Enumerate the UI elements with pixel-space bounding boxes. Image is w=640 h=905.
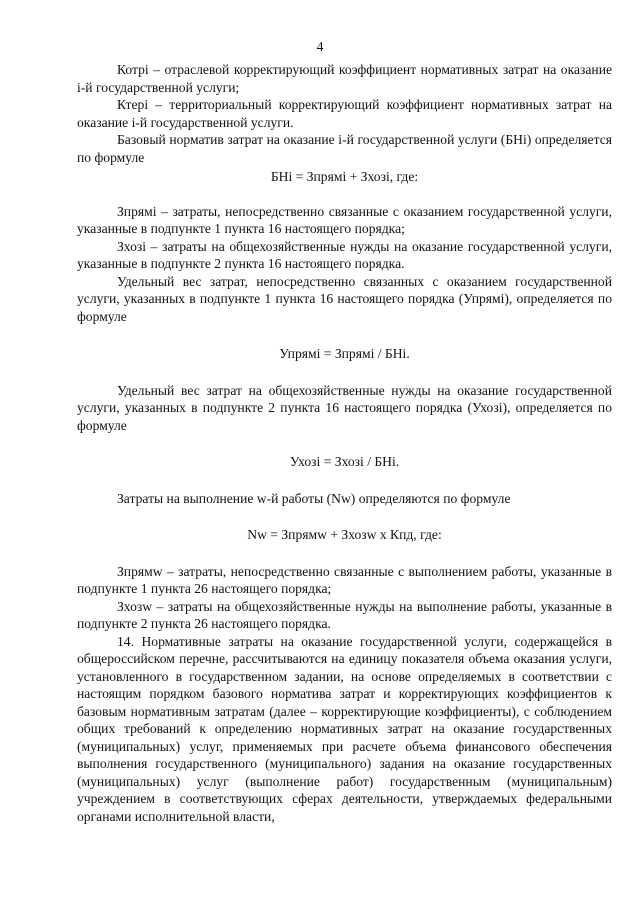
paragraph-item-14: 14. Нормативные затраты на оказание государственной услуги, содержащейся в общероссийском перечне, рассчитываются на единицу показателя объема оказания услуги, установленного в государственном задании, на основе определяемых в соответствии с настоящим порядком базового норматива затрат и корректирующих коэффициентов к базовым нормативным затратам (далее – корректирующие коэффициенты), с соблюдением общих требований к определению нормативных затрат на оказание государственных (муниципальных) услуг, применяемых при расчете объема финансового обеспечения выполнения государственного (муниципального) задания на оказание государственных (муниципальных) услуг (выполнение работ) государственным (муниципальным) учреждением в соответствующих сферах деятельности, утверждаемых федеральными органами исполнительной власти,: [77, 633, 612, 824]
paragraph-base-norm: Базовый норматив затрат на оказание і-й государственной услуги (БНі) определяется по формуле: [77, 132, 612, 165]
document-body: [77, 61, 612, 825]
paragraph-upryam-def: Удельный вес затрат, непосредственно связанных с оказанием государственной услуги, указанных в подпункте 1 пункта 16 настоящего порядка (Упрямі), определяется по формуле: [77, 273, 612, 324]
paragraph-zpryam: Зпрямі – затраты, непосредственно связанные с оказанием государственной услуги, указанные в подпункте 1 пункта 16 настоящего порядка;: [77, 203, 612, 236]
paragraph-zhozw: Зхозw – затраты на общехозяйственные нужды на выполнение работы, указанные в подпункте 2 пункта 26 настоящего порядка.: [77, 598, 612, 631]
paragraph-nw-def: Затраты на выполнение w-й работы (Nw) определяются по формуле: [117, 490, 511, 506]
formula-bn: БНі = Зпрямі + Зхозі, где:: [270, 169, 419, 184]
paragraph-uhoz-def: Удельный вес затрат на общехозяйственные нужды на оказание государственной услуги, указанных в подпункте 2 пункта 16 настоящего порядка (Ухозі), определяется по формуле: [77, 382, 612, 433]
formula-nw: Nw = Зпрямw + Зхозw х Кпд, где:: [247, 527, 442, 542]
paragraph-zpryamw: Зпрямw – затраты, непосредственно связанные с выполнением работы, указанные в подпункте 1 пункта 26 настоящего порядка;: [77, 563, 612, 596]
paragraph-kter: Ктері – территориальный корректирующий коэффициент нормативных затрат на оказание і-й государственной услуги.: [77, 97, 612, 130]
formula-uhoz: Ухозі = Зхозі / БНі.: [289, 454, 400, 469]
paragraph-kotr: Котрі – отраслевой корректирующий коэффициент нормативных затрат на оказание і-й государственной услуги;: [77, 62, 612, 95]
paragraph-zhoz: Зхозі – затраты на общехозяйственные нужды на оказание государственной услуги, указанные в подпункте 2 пункта 16 настоящего порядка.: [77, 238, 612, 271]
formula-upryam: Упрямі = Зпрямі / БНі.: [279, 346, 410, 361]
page-number: 4: [316, 39, 324, 54]
